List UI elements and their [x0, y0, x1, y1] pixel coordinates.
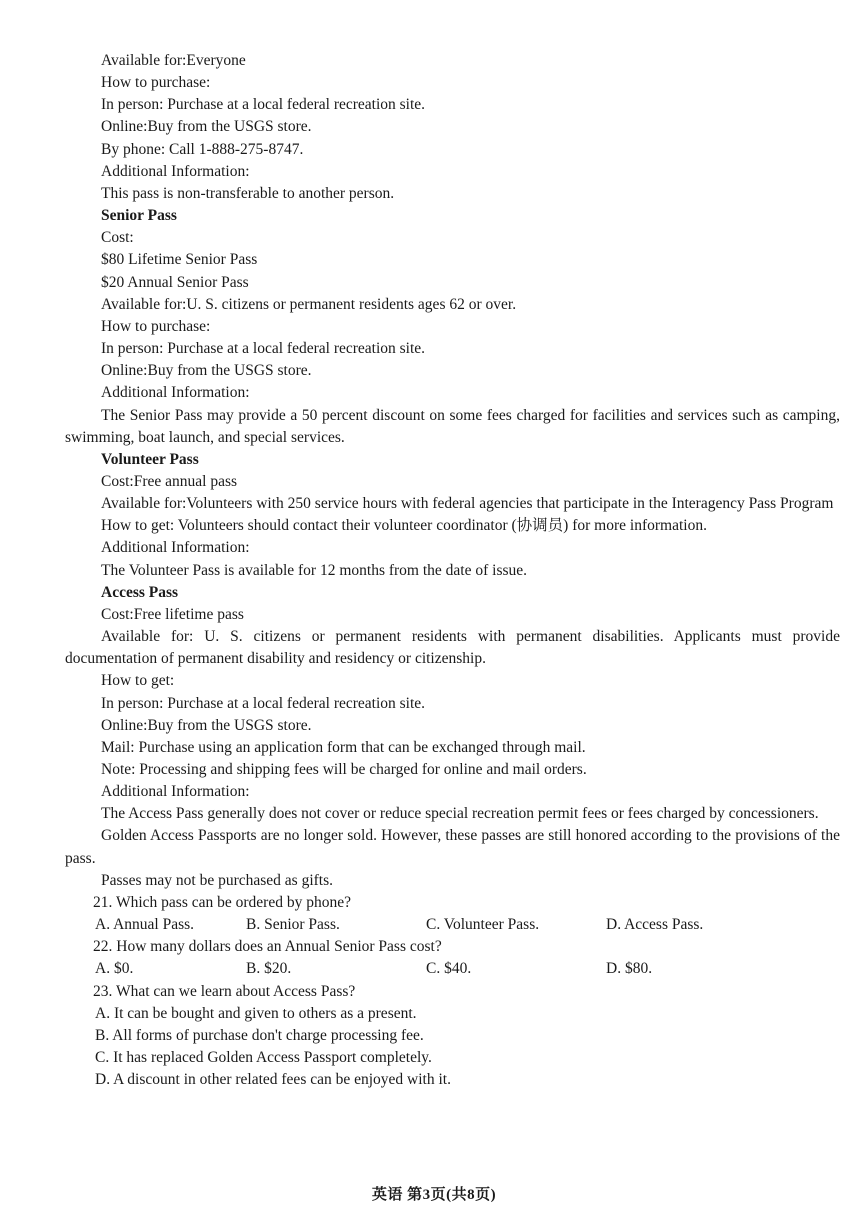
senior-in-person: In person: Purchase at a local federal recreation site.: [101, 340, 426, 358]
access-online: Online:Buy from the USGS store.: [101, 716, 312, 734]
access-mail: Mail: Purchase using an application form that can be exchanged through mail.: [101, 738, 586, 756]
question-22-stem: 22. How many dollars does an Annual Senior Pass cost?: [93, 938, 442, 956]
access-additional-text-1-content: The Access Pass generally does not cover or reduce special recreation permit fees or fees charged by concessioners.: [101, 805, 819, 823]
senior-cost-label: Cost:: [101, 229, 134, 247]
senior-cost-annual: $20 Annual Senior Pass: [101, 273, 249, 291]
question-23-option-b: B. All forms of purchase don't charge processing fee.: [95, 1026, 424, 1044]
access-available-for-content: Available for: U. S. citizens or permanent residents with permanent disabilities. Applicants must provide documentation of permanent disability and residency or citizenship.: [65, 628, 840, 668]
senior-cost-lifetime: $80 Lifetime Senior Pass: [101, 251, 258, 269]
annual-available-for: Available for:Everyone: [101, 52, 246, 69]
question-22-options: [65, 958, 840, 980]
senior-available-for: Available for:U. S. citizens or permanent residents ages 62 or over.: [101, 295, 517, 313]
access-additional-text-2-content: Golden Access Passports are no longer sold. However, these passes are still honored according to the provisions of the pass.: [65, 827, 840, 867]
access-cost: Cost:Free lifetime pass: [101, 605, 244, 623]
annual-in-person: In person: Purchase at a local federal recreation site.: [101, 96, 426, 114]
access-in-person: In person: Purchase at a local federal recreation site.: [101, 694, 426, 712]
question-21-option-c: C. Volunteer Pass.: [426, 916, 540, 934]
question-23-option-a: A. It can be bought and given to others as a present.: [95, 1004, 417, 1022]
senior-online: Online:Buy from the USGS store.: [101, 362, 312, 380]
volunteer-how-to-get-content: How to get: Volunteers should contact their volunteer coordinator (协调员) for more information.: [101, 517, 707, 535]
annual-how-to-purchase: How to purchase:: [101, 74, 211, 92]
senior-pass-heading: Senior Pass: [101, 207, 177, 225]
question-22-option-b: B. $20.: [246, 960, 292, 978]
question-21-option-b: B. Senior Pass.: [246, 916, 340, 934]
access-note: Note: Processing and shipping fees will be charged for online and mail orders.: [101, 761, 587, 778]
volunteer-additional-text: The Volunteer Pass is available for 12 months from the date of issue.: [101, 561, 528, 579]
senior-how-to-purchase: How to purchase:: [101, 317, 211, 335]
senior-additional-label: Additional Information:: [101, 384, 250, 402]
annual-additional-label: Additional Information:: [101, 162, 250, 180]
volunteer-pass-heading: Volunteer Pass: [101, 450, 199, 468]
volunteer-available-for-content: Available for:Volunteers with 250 service hours with federal agencies that participate in the Interagency Pass Program: [101, 495, 834, 513]
access-additional-text-3: Passes may not be purchased as gifts.: [101, 871, 334, 889]
question-23-option-d: D. A discount in other related fees can be enjoyed with it.: [95, 1071, 451, 1089]
access-additional-text-1: [65, 803, 840, 825]
senior-additional-text-content: The Senior Pass may provide a 50 percent discount on some fees charged for facilities and services such as camping, swimming, boat launch, and special services.: [65, 406, 840, 446]
question-21-option-d: D. Access Pass.: [606, 916, 704, 934]
volunteer-cost: Cost:Free annual pass: [101, 472, 238, 490]
question-21-options: [65, 914, 840, 936]
question-22-option-d: D. $80.: [606, 960, 653, 978]
access-available-for: [65, 626, 840, 670]
volunteer-additional-label: Additional Information:: [101, 539, 250, 557]
question-22-option-c: C. $40.: [426, 960, 472, 978]
question-22-option-a: A. $0.: [95, 960, 134, 978]
annual-by-phone: By phone: Call 1-888-275-8747.: [101, 140, 304, 158]
annual-additional-text: This pass is non-transferable to another person.: [101, 184, 395, 202]
access-how-to-get: How to get:: [101, 672, 175, 690]
volunteer-available-for: [65, 493, 840, 515]
question-21-stem: 21. Which pass can be ordered by phone?: [93, 893, 351, 911]
senior-additional-text: [65, 405, 840, 449]
question-23-option-c: C. It has replaced Golden Access Passport completely.: [95, 1049, 432, 1066]
access-additional-label: Additional Information:: [101, 783, 250, 801]
question-21-option-a: A. Annual Pass.: [95, 916, 195, 934]
annual-online: Online:Buy from the USGS store.: [101, 118, 312, 136]
access-additional-text-2: [65, 825, 840, 869]
reading-passage: [65, 50, 840, 1091]
volunteer-how-to-get: [65, 515, 840, 537]
page-footer: 英语 第3页(共8页): [371, 1187, 497, 1203]
question-23-stem: 23. What can we learn about Access Pass?: [93, 982, 356, 1000]
access-pass-heading: Access Pass: [101, 583, 179, 601]
